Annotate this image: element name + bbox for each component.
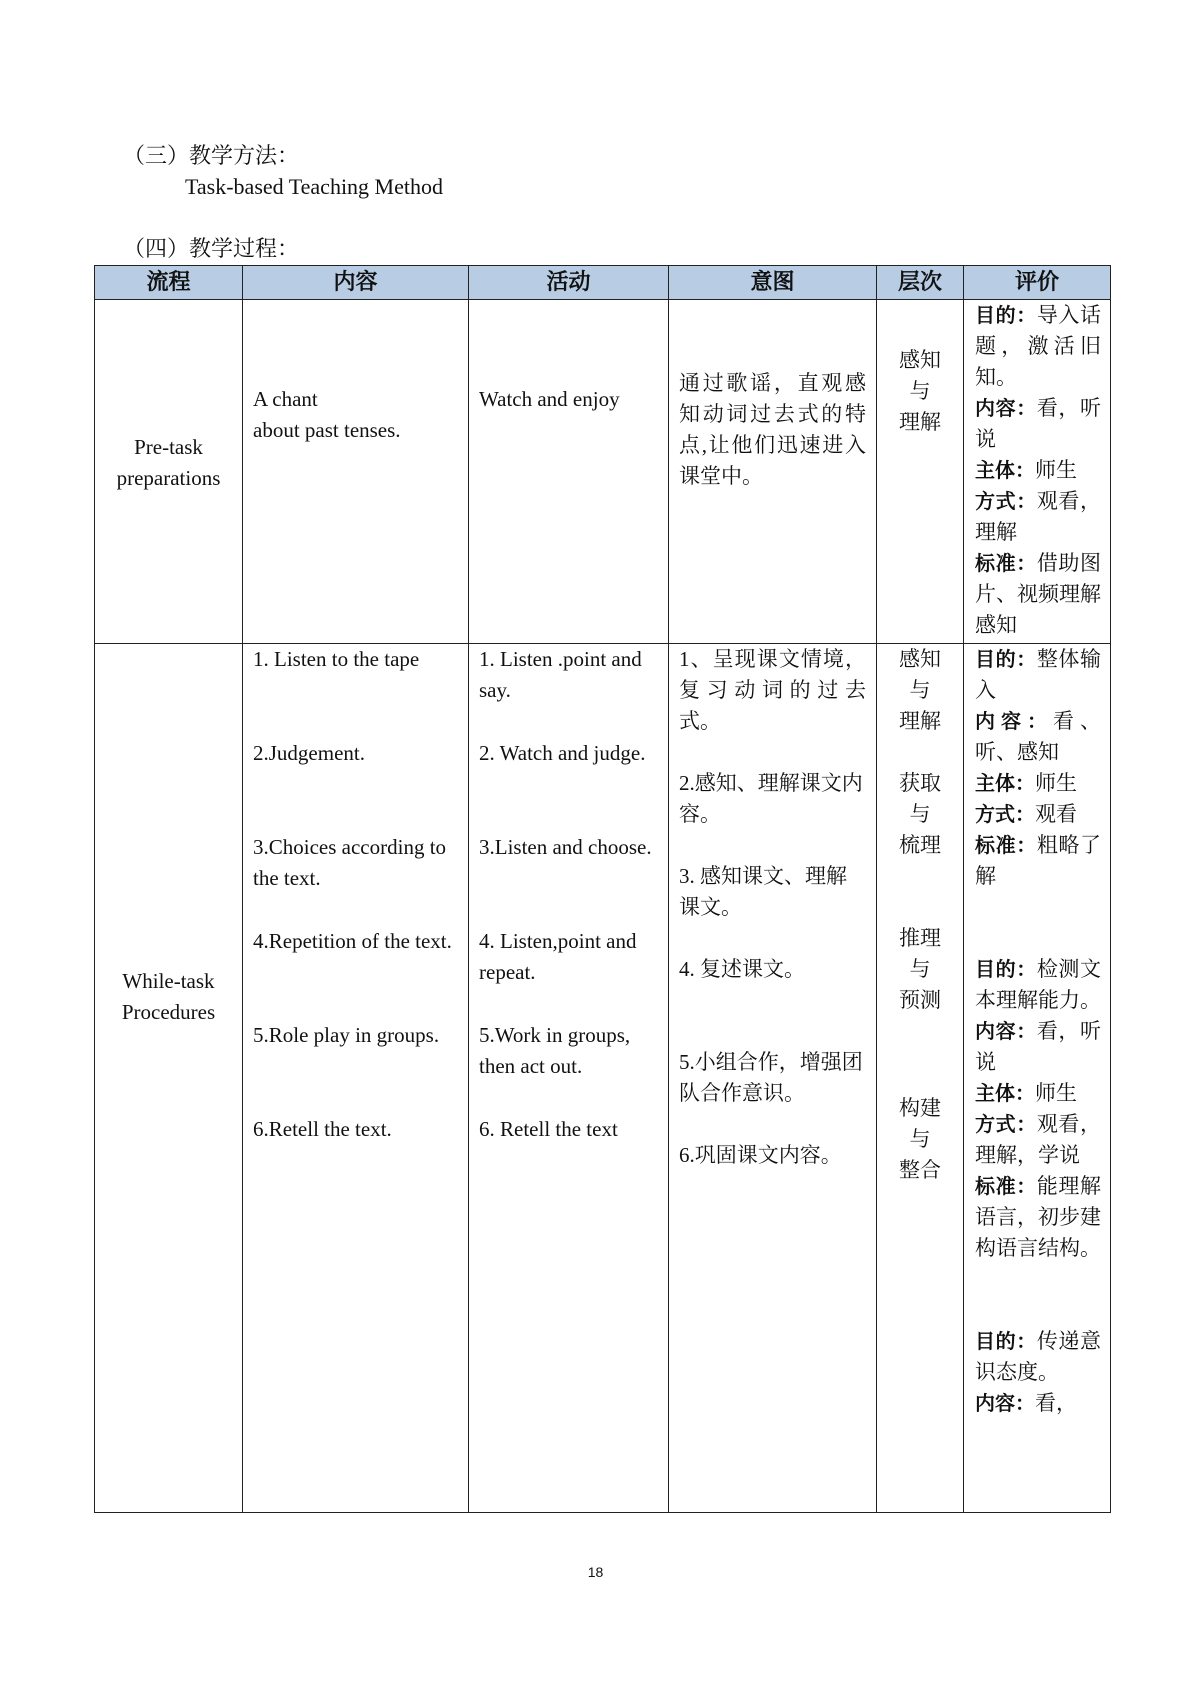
evaluation-cell [964, 644, 1111, 1513]
activity-item: 4. Listen,point and repeat. [479, 929, 637, 984]
eval-item: 目的：整体输入 [975, 647, 1102, 702]
intent-cell [669, 644, 877, 1513]
intent-text: 通过歌谣，直观感知动词过去式的特点,让他们迅速进入课堂中。 [679, 371, 866, 488]
eval-item: 主体：师生 [975, 1081, 1077, 1105]
intent-item: 5.小组合作，增强团队合作意识。 [679, 1050, 863, 1105]
header-intent: 意图 [669, 266, 877, 300]
level-line: 感知 [899, 647, 941, 671]
level-line: 理解 [899, 410, 941, 434]
content-item: 3.Choices according to the text. [253, 835, 447, 890]
activity-item: 6. Retell the text [479, 1117, 618, 1141]
phase-line: Procedures [121, 1000, 216, 1024]
table-row [95, 300, 1111, 644]
level-line: 预测 [899, 988, 941, 1012]
intent-item: 2.感知、理解课文内容。 [679, 771, 863, 826]
level-line: 与 [909, 379, 931, 403]
intent-item: 3. 感知课文、理解课文。 [679, 864, 847, 919]
content-item: 5.Role play in groups. [253, 1023, 440, 1047]
level-line: 理解 [899, 709, 941, 733]
eval-item: 内容：看、听、感知 [975, 709, 1101, 764]
eval-item: 主体：师生 [975, 458, 1077, 482]
level-line: 与 [909, 802, 931, 826]
activity-text: Watch and enjoy [479, 387, 620, 411]
eval-item: 方式：观看 [975, 802, 1077, 826]
phase-line: preparations [116, 465, 221, 490]
header-flow: 流程 [95, 266, 243, 300]
eval-item: 内容：看，听说 [975, 1019, 1102, 1074]
level-line: 感知 [899, 348, 941, 372]
header-level: 层次 [877, 266, 964, 300]
header-content: 内容 [243, 266, 469, 300]
level-line: 推理 [899, 926, 941, 950]
method-value: Task-based Teaching Method [185, 174, 443, 199]
content-line: about past tenses. [253, 418, 401, 442]
level-cell [877, 644, 964, 1513]
eval-item: 目的：传递意识态度。 [975, 1329, 1102, 1384]
eval-item: 标准：能理解语言，初步建构语言结构。 [975, 1174, 1102, 1260]
method-heading: （三）教学方法： [123, 143, 300, 168]
content-cell [243, 300, 469, 644]
phase-line: While-task [122, 969, 215, 993]
process-heading: （四）教学过程： [123, 236, 300, 261]
header-evaluation: 评价 [964, 266, 1111, 300]
activity-item: 1. Listen .point and say. [479, 647, 642, 702]
header-activity: 活动 [469, 266, 669, 300]
level-line: 与 [909, 678, 931, 702]
phase-cell [95, 644, 243, 1513]
eval-item: 标准：借助图片、视频理解感知 [975, 551, 1102, 637]
teaching-process-table [94, 265, 1111, 1513]
level-line: 梳理 [899, 833, 941, 857]
eval-item: 主体：师生 [975, 771, 1077, 795]
eval-item: 内容：看， [975, 1391, 1077, 1415]
activity-item: 3.Listen and choose. [479, 835, 652, 859]
phase-line: Pre-task [134, 434, 203, 459]
content-item: 6.Retell the text. [253, 1117, 392, 1141]
content-item: 2.Judgement. [253, 741, 365, 765]
intent-item: 6.巩固课文内容。 [679, 1143, 842, 1167]
level-line: 获取 [899, 771, 941, 795]
level-line: 整合 [899, 1158, 941, 1182]
eval-item: 方式：观看，理解，学说 [975, 1112, 1102, 1167]
activity-item: 2. Watch and judge. [479, 741, 646, 765]
content-line: A chant [253, 387, 318, 411]
table-row [95, 644, 1111, 1513]
phase-cell [95, 300, 243, 644]
eval-item: 方式：观看，理解 [975, 489, 1102, 544]
activity-item: 5.Work in groups, then act out. [479, 1023, 631, 1078]
intent-item: 1、呈现课文情境，复习动词的过去式。 [679, 647, 866, 733]
table-header-row [95, 266, 1111, 300]
eval-item: 标准：粗略了解 [975, 833, 1102, 888]
content-item: 4.Repetition of the text. [253, 929, 452, 953]
level-cell [877, 300, 964, 644]
intent-cell [669, 300, 877, 644]
evaluation-cell [964, 300, 1111, 644]
level-line: 与 [909, 957, 931, 981]
activity-cell [469, 300, 669, 644]
content-item: 1. Listen to the tape [253, 647, 420, 671]
eval-item: 内容：看，听说 [975, 396, 1102, 451]
eval-item: 目的：检测文本理解能力。 [975, 957, 1102, 1012]
page-number: 18 [587, 1564, 604, 1580]
level-line: 与 [909, 1127, 931, 1151]
level-line: 构建 [899, 1096, 941, 1120]
eval-item: 目的：导入话题，激活旧知。 [975, 303, 1102, 389]
activity-cell [469, 644, 669, 1513]
intent-item: 4. 复述课文。 [679, 957, 805, 981]
content-cell [243, 644, 469, 1513]
